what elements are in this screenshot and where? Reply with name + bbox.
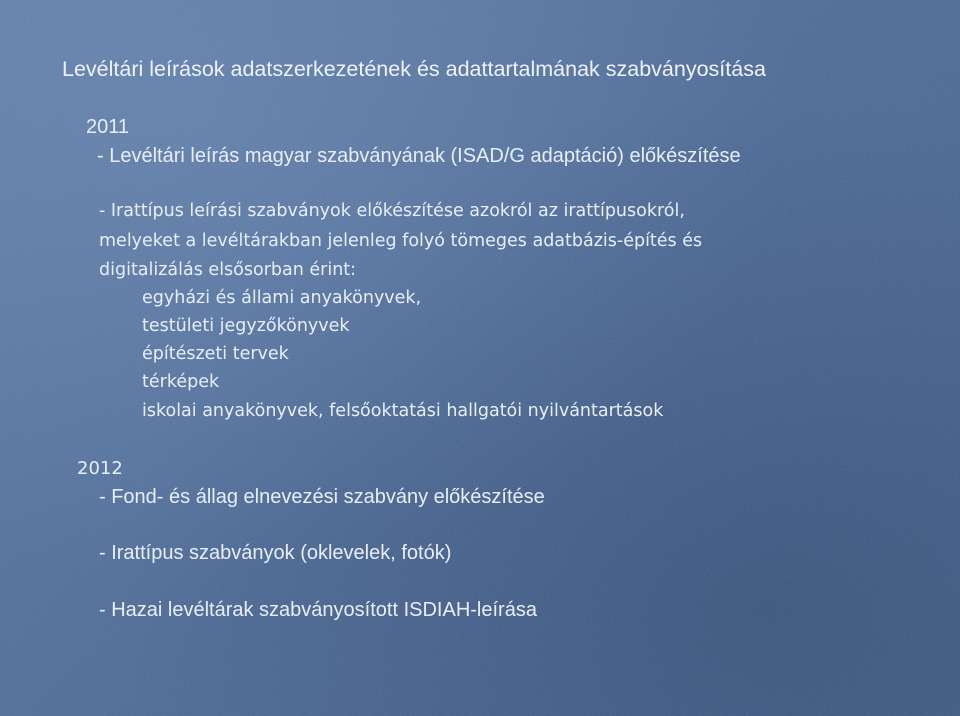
year-2011: 2011 [86, 116, 130, 138]
year-2012: 2012 [77, 458, 123, 479]
item-2012-irattipus: - Irattípus szabványok (oklevelek, fotók) [99, 542, 452, 564]
subitem-anyakonyvek: egyházi és állami anyakönyvek, [142, 288, 422, 308]
subitem-jegyzokonyvek: testületi jegyzőkönyvek [142, 316, 350, 336]
item-2012-isdiah: - Hazai levéltárak szabványosított ISDIAH-leírása [99, 599, 537, 621]
item-2011-isad: - Levéltári leírás magyar szabványának (ISAD/G adaptáció) előkészítése [97, 145, 741, 167]
subitem-iskolai-anyakonyvek: iskolai anyakönyvek, felsőoktatási hallgatói nyilvántartások [142, 401, 664, 421]
subitem-epiteszeti-tervek: építészeti tervek [142, 344, 289, 364]
slide-title: Levéltári leírások adatszerkezetének és adattartalmának szabványosítása [62, 57, 766, 81]
item-2011-irattipus-line2: melyeket a levéltárakban jelenleg folyó tömeges adatbázis-építés és [99, 231, 703, 251]
item-2011-irattipus-line1: - Irattípus leírási szabványok előkészítése azokról az irattípusokról, [99, 201, 685, 221]
item-2011-irattipus-line3: digitalizálás elsősorban érint: [99, 260, 357, 280]
item-2012-fond: - Fond- és állag elnevezési szabvány előkészítése [99, 486, 545, 508]
subitem-terkepek: térképek [142, 372, 220, 392]
